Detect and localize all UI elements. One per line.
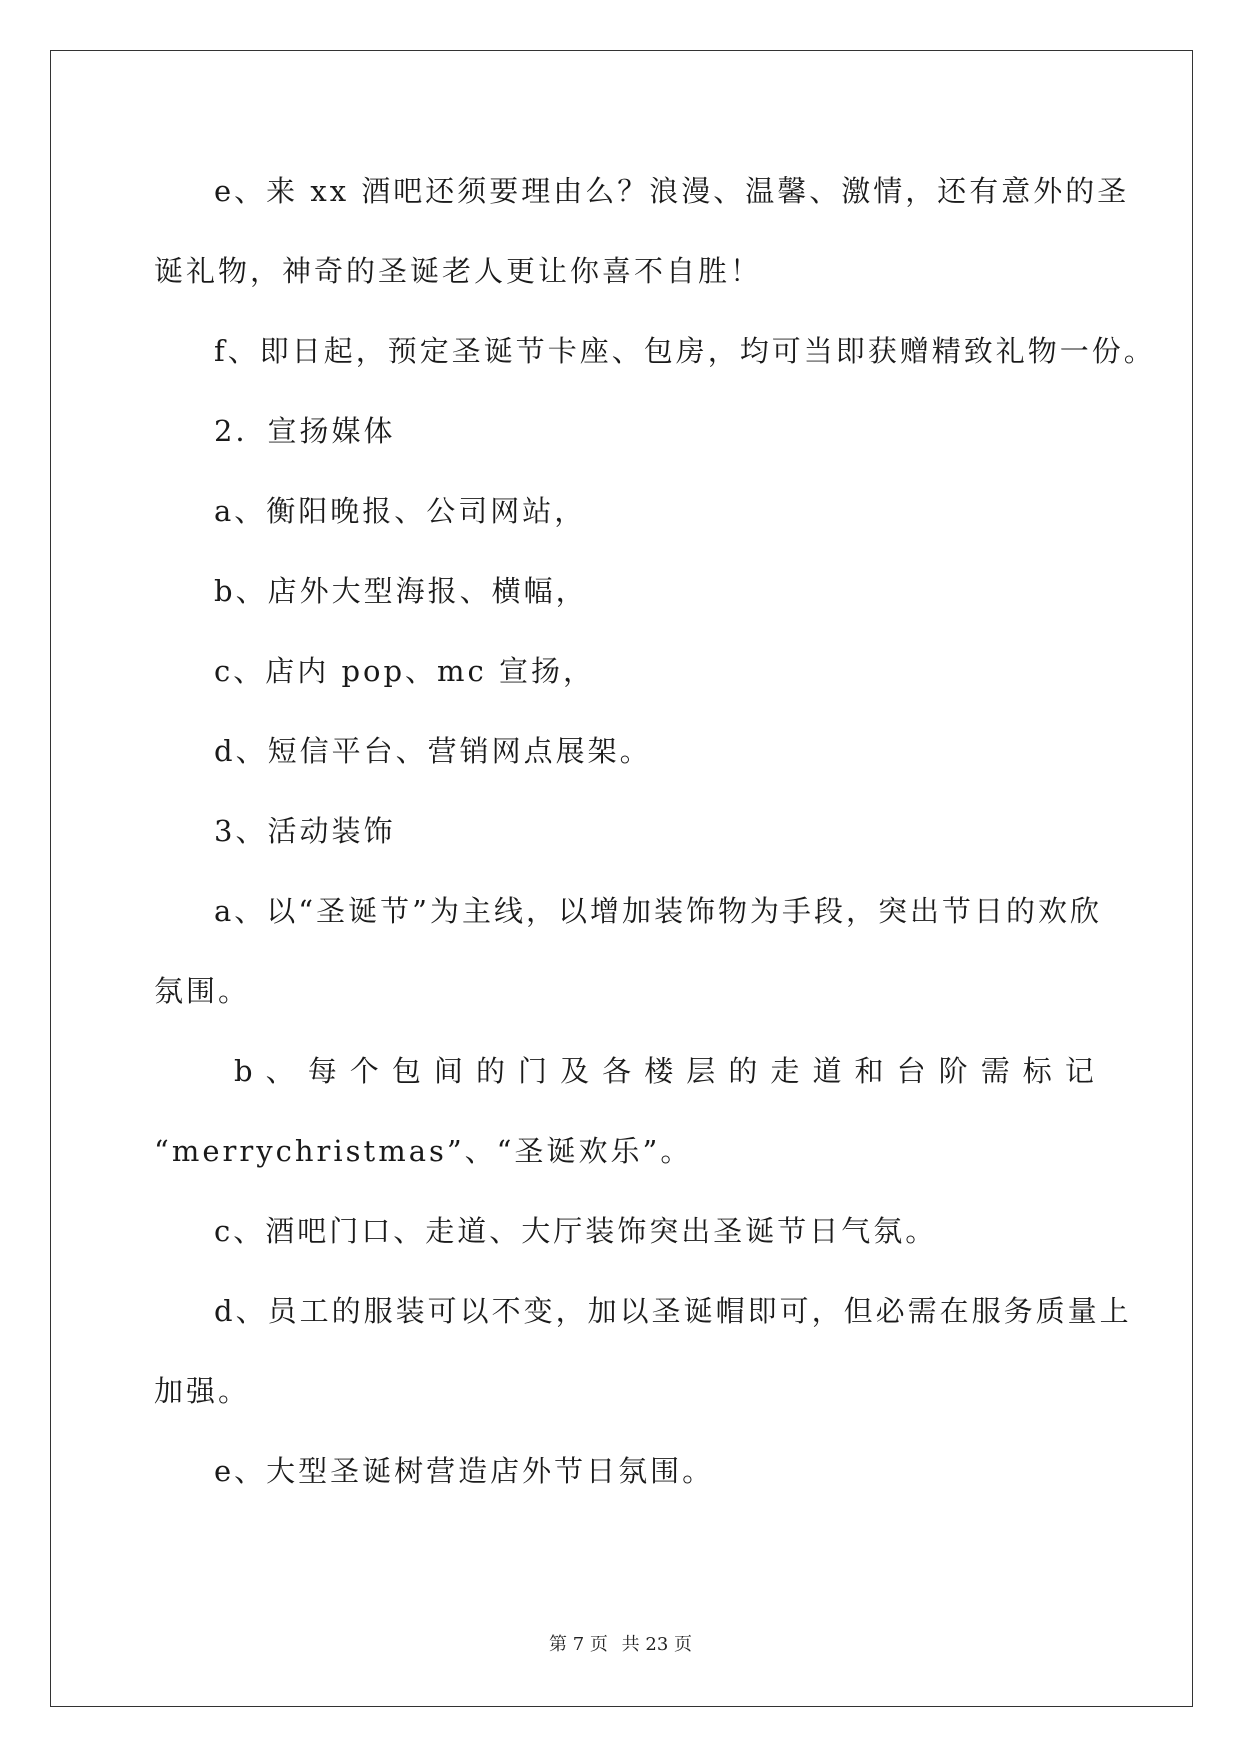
justified-char: 个	[349, 1054, 379, 1088]
list-item: b、店外大型海报、横幅，	[214, 574, 588, 608]
justified-char: 、	[265, 1054, 295, 1088]
paragraph-line: 诞礼物，神奇的圣诞老人更让你喜不自胜！	[154, 254, 763, 288]
justified-char: 记	[1064, 1054, 1094, 1088]
justified-char: 门	[518, 1054, 548, 1088]
paragraph-line: d、员工的服装可以不变，加以圣诞帽即可，但必需在服务质量上	[214, 1294, 1132, 1328]
paragraph-line: e、来 xx 酒吧还须要理由么？浪漫、温馨、激情，还有意外的圣	[214, 174, 1130, 208]
list-item: c、店内 pop、mc 宣扬，	[214, 654, 596, 688]
justified-char: 层	[686, 1054, 716, 1088]
justified-char: b	[234, 1054, 253, 1088]
list-item: d、短信平台、营销网点展架。	[214, 734, 652, 768]
list-item: a、衡阳晚报、公司网站，	[214, 494, 587, 528]
justified-char: 的	[475, 1054, 505, 1088]
paragraph-line: 加强。	[154, 1374, 251, 1408]
page-total: 共 23 页	[621, 1634, 692, 1655]
paragraph-line: f、即日起，预定圣诞节卡座、包房，均可当即获赠精致礼物一份。	[214, 334, 1156, 368]
paragraph-line: 氛围。	[154, 974, 251, 1008]
justified-char: 各	[602, 1054, 632, 1088]
justified-char: 需	[980, 1054, 1010, 1088]
justified-char: 道	[812, 1054, 842, 1088]
justified-char: 走	[770, 1054, 800, 1088]
paragraph-line: “merrychristmas”、“圣诞欢乐”。	[154, 1134, 693, 1168]
justified-char: 标	[1022, 1054, 1052, 1088]
justified-char: 及	[560, 1054, 590, 1088]
page-footer	[0, 1630, 1241, 1656]
justified-char: 的	[728, 1054, 758, 1088]
justified-char: 楼	[644, 1054, 674, 1088]
section-heading: 3、活动装饰	[214, 814, 396, 848]
justified-char: 包	[391, 1054, 421, 1088]
justified-char: 和	[854, 1054, 884, 1088]
paragraph-line-justified	[234, 1051, 1094, 1091]
page-number: 第 7 页	[549, 1634, 608, 1655]
paragraph-line: e、大型圣诞树营造店外节日氛围。	[214, 1454, 715, 1488]
justified-char: 台	[896, 1054, 926, 1088]
justified-char: 间	[433, 1054, 463, 1088]
justified-char: 阶	[938, 1054, 968, 1088]
justified-char: 每	[307, 1054, 337, 1088]
section-heading: 2．宣扬媒体	[214, 414, 396, 448]
paragraph-line: a、以“圣诞节”为主线，以增加装饰物为手段，突出节日的欢欣	[214, 894, 1102, 928]
paragraph-line: c、酒吧门口、走道、大厅装饰突出圣诞节日气氛。	[214, 1214, 938, 1248]
